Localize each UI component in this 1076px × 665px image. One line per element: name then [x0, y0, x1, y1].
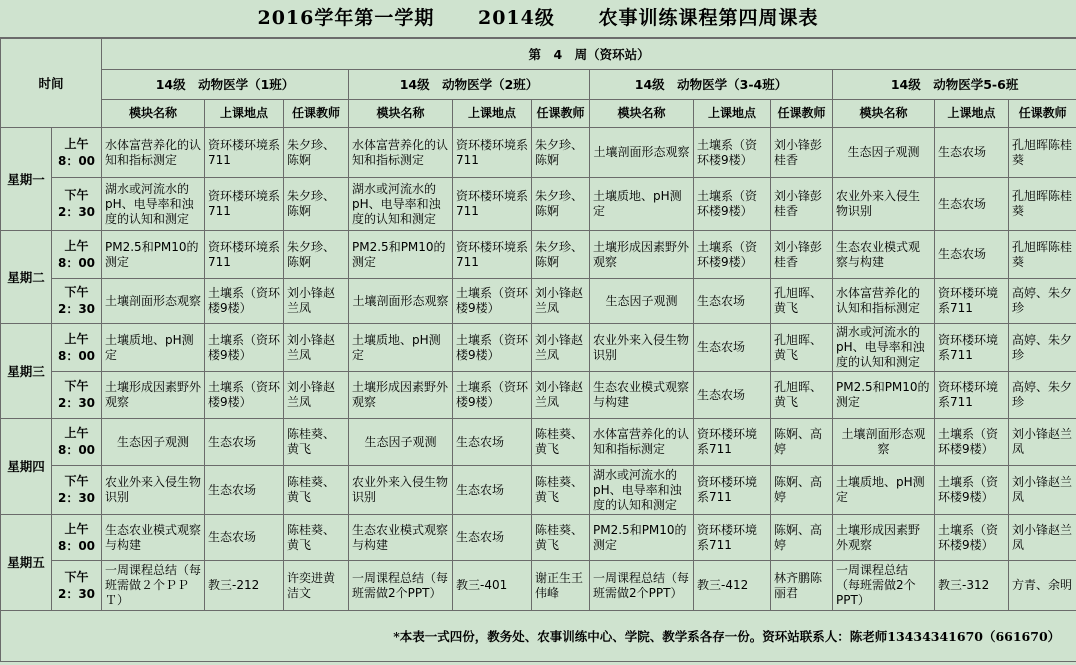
footer-note: *本表一式四份，教务处、农事训练中心、学院、教学系各存一份。资环站联系人：陈老师13434341670（661670）: [1, 611, 1076, 662]
day-label: 星期五: [1, 515, 52, 611]
module-name-cell: 土壤形成因素野外观察: [833, 515, 935, 561]
period-label: 上午: [64, 136, 89, 151]
module-name-cell: 湖水或河流水的pH、电导率和浊度的认知和测定: [590, 466, 694, 515]
location-cell: 资环楼环境系711: [453, 128, 532, 178]
location-cell: 生态农场: [694, 372, 771, 419]
location-cell: 资环楼环境系711: [935, 324, 1009, 372]
module-name-cell: 农业外来入侵生物识别: [349, 466, 453, 515]
module-name-cell: 土壤质地、pH测定: [102, 324, 205, 372]
time-slot: [52, 324, 102, 372]
location-cell: 生态农场: [453, 515, 532, 561]
column-header-module: 模块名称: [102, 100, 205, 128]
column-header-location: 上课地点: [935, 100, 1009, 128]
start-time: 2：30: [57, 205, 96, 219]
teacher-cell: 陈桂葵、黄飞: [284, 466, 349, 515]
page-title: [0, 0, 1076, 38]
location-cell: 资环楼环境系711: [694, 419, 771, 466]
week-header: 第 4 周（资环站）: [102, 39, 1076, 70]
time-slot: [52, 515, 102, 561]
module-name-cell: 一周课程总结（每班需做2个PPT）: [349, 561, 453, 611]
location-cell: 教三-412: [694, 561, 771, 611]
location-cell: 土壤系（资环楼9楼）: [453, 279, 532, 324]
module-name-cell: 生态因子观测: [349, 419, 453, 466]
teacher-cell: 陈桂葵、黄飞: [532, 515, 590, 561]
module-name-cell: 生态农业模式观察与构建: [102, 515, 205, 561]
class-header: 14级 动物医学（2班）: [349, 70, 590, 100]
location-cell: 土壤系（资环楼9楼）: [694, 178, 771, 231]
teacher-cell: 朱夕珍、陈婀: [532, 128, 590, 178]
teacher-cell: 陈桂葵、黄飞: [532, 466, 590, 515]
period-label: 下午: [64, 569, 89, 584]
time-header: 时间: [1, 39, 102, 128]
column-header-module: 模块名称: [349, 100, 453, 128]
location-cell: 生态农场: [205, 419, 284, 466]
module-name-cell: 农业外来入侵生物识别: [102, 466, 205, 515]
teacher-cell: 刘小锋彭桂香: [771, 231, 833, 279]
teacher-cell: 陈婀、高婷: [771, 515, 833, 561]
schedule-table: [0, 38, 1076, 662]
location-cell: 生态农场: [935, 178, 1009, 231]
column-header-module: 模块名称: [833, 100, 935, 128]
time-slot: [52, 419, 102, 466]
location-cell: 资环楼环境系711: [694, 515, 771, 561]
module-name-cell: PM2.5和PM10的测定: [102, 231, 205, 279]
module-name-cell: 水体富营养化的认知和指标测定: [349, 128, 453, 178]
module-name-cell: 农业外来入侵生物识别: [590, 324, 694, 372]
teacher-cell: 陈婀、高婷: [771, 466, 833, 515]
teacher-cell: 高婷、朱夕珍: [1009, 279, 1076, 324]
module-name-cell: 水体富营养化的认知和指标测定: [590, 419, 694, 466]
time-slot: [52, 128, 102, 178]
table-row: [1, 178, 1076, 231]
column-header-location: 上课地点: [694, 100, 771, 128]
module-name-cell: 土壤剖面形态观察: [349, 279, 453, 324]
location-cell: 土壤系（资环楼9楼）: [205, 372, 284, 419]
time-slot: [52, 466, 102, 515]
location-cell: 教三-212: [205, 561, 284, 611]
location-cell: 资环楼环境系711: [935, 279, 1009, 324]
teacher-cell: 朱夕珍、陈婀: [284, 128, 349, 178]
title-semester: 2016学年第一学期: [257, 7, 435, 29]
teacher-cell: 刘小锋赵兰凤: [284, 324, 349, 372]
teacher-cell: 高婷、朱夕珍: [1009, 324, 1076, 372]
class-header: 14级 动物医学5-6班: [833, 70, 1076, 100]
start-time: 2：30: [57, 396, 96, 410]
table-row: [1, 372, 1076, 419]
time-slot: [52, 372, 102, 419]
module-name-cell: 生态因子观测: [833, 128, 935, 178]
table-row: [1, 561, 1076, 611]
teacher-cell: 许奕进黄洁文: [284, 561, 349, 611]
teacher-cell: 朱夕珍、陈婀: [284, 178, 349, 231]
module-name-cell: 土壤剖面形态观察: [590, 128, 694, 178]
teacher-cell: 刘小锋彭桂香: [771, 178, 833, 231]
module-name-cell: 生态农业模式观察与构建: [590, 372, 694, 419]
teacher-cell: 刘小锋赵兰凤: [532, 279, 590, 324]
period-label: 上午: [64, 238, 89, 253]
class-header: 14级 动物医学（1班）: [102, 70, 349, 100]
table-row: [1, 466, 1076, 515]
location-cell: 生态农场: [453, 419, 532, 466]
module-name-cell: 一周课程总结（每班需做2个PPT）: [833, 561, 935, 611]
teacher-cell: 刘小锋赵兰凤: [532, 324, 590, 372]
table-row: [1, 231, 1076, 279]
module-name-cell: 土壤剖面形态观察: [102, 279, 205, 324]
time-slot: [52, 231, 102, 279]
location-cell: 土壤系（资环楼9楼）: [935, 419, 1009, 466]
module-name-cell: 土壤质地、pH测定: [349, 324, 453, 372]
period-label: 下午: [64, 474, 89, 488]
day-label: 星期三: [1, 324, 52, 419]
module-name-cell: 一周课程总结（每班需做２个ＰＰＴ）: [102, 561, 205, 611]
column-header-teacher: 任课教师: [1009, 100, 1076, 128]
location-cell: 生态农场: [205, 515, 284, 561]
start-time: 8：00: [57, 538, 96, 553]
module-name-cell: PM2.5和PM10的测定: [833, 372, 935, 419]
teacher-cell: 孔旭晖陈桂葵: [1009, 128, 1076, 178]
module-name-cell: 土壤质地、pH测定: [833, 466, 935, 515]
column-header-location: 上课地点: [453, 100, 532, 128]
module-name-cell: 土壤形成因素野外观察: [102, 372, 205, 419]
table-row: [1, 515, 1076, 561]
column-header-teacher: 任课教师: [284, 100, 349, 128]
table-row: [1, 419, 1076, 466]
module-name-cell: PM2.5和PM10的测定: [349, 231, 453, 279]
module-name-cell: 土壤质地、pH测定: [590, 178, 694, 231]
teacher-cell: 谢正生王伟峰: [532, 561, 590, 611]
location-cell: 土壤系（资环楼9楼）: [205, 324, 284, 372]
module-name-cell: 土壤剖面形态观察: [833, 419, 935, 466]
table-row: [1, 279, 1076, 324]
module-name-cell: 生态因子观测: [102, 419, 205, 466]
period-label: 下午: [64, 188, 89, 202]
location-cell: 生态农场: [935, 128, 1009, 178]
column-header-module: 模块名称: [590, 100, 694, 128]
teacher-cell: 高婷、朱夕珍: [1009, 372, 1076, 419]
location-cell: 资环楼环境系711: [205, 178, 284, 231]
module-name-cell: 农业外来入侵生物识别: [833, 178, 935, 231]
location-cell: 资环楼环境系711: [453, 231, 532, 279]
teacher-cell: 孔旭晖陈桂葵: [1009, 231, 1076, 279]
location-cell: 生态农场: [205, 466, 284, 515]
module-name-cell: 湖水或河流水的pH、电导率和浊度的认知和测定: [102, 178, 205, 231]
teacher-cell: 刘小锋赵兰凤: [284, 372, 349, 419]
module-name-cell: 一周课程总结（每班需做2个PPT）: [590, 561, 694, 611]
period-label: 下午: [64, 379, 89, 393]
teacher-cell: 刘小锋彭桂香: [771, 128, 833, 178]
table-row: [1, 324, 1076, 372]
start-time: 8：00: [57, 153, 96, 168]
day-label: 星期一: [1, 128, 52, 231]
location-cell: 资环楼环境系711: [453, 178, 532, 231]
teacher-cell: 陈桂葵、黄飞: [284, 419, 349, 466]
module-name-cell: PM2.5和PM10的测定: [590, 515, 694, 561]
teacher-cell: 刘小锋赵兰凤: [1009, 515, 1076, 561]
teacher-cell: 陈桂葵、黄飞: [532, 419, 590, 466]
location-cell: 资环楼环境系711: [935, 372, 1009, 419]
period-label: 上午: [64, 426, 89, 440]
start-time: 2：30: [57, 586, 96, 601]
teacher-cell: 林齐鹏陈丽君: [771, 561, 833, 611]
teacher-cell: 孔旭晖、黄飞: [771, 324, 833, 372]
day-label: 星期二: [1, 231, 52, 324]
location-cell: 生态农场: [935, 231, 1009, 279]
period-label: 上午: [64, 521, 89, 536]
module-name-cell: 生态农业模式观察与构建: [833, 231, 935, 279]
location-cell: 生态农场: [453, 466, 532, 515]
teacher-cell: 孔旭晖陈桂葵: [1009, 178, 1076, 231]
title-course: 农事训练课程第四周课表: [598, 7, 819, 29]
day-label: 星期四: [1, 419, 52, 515]
module-name-cell: 水体富营养化的认知和指标测定: [102, 128, 205, 178]
module-name-cell: 生态农业模式观察与构建: [349, 515, 453, 561]
teacher-cell: 刘小锋赵兰凤: [284, 279, 349, 324]
location-cell: 土壤系（资环楼9楼）: [453, 372, 532, 419]
location-cell: 土壤系（资环楼9楼）: [694, 231, 771, 279]
title-grade: 2014级: [477, 7, 555, 29]
column-header-location: 上课地点: [205, 100, 284, 128]
time-slot: [52, 178, 102, 231]
teacher-cell: 刘小锋赵兰凤: [1009, 419, 1076, 466]
start-time: 8：00: [57, 255, 96, 270]
module-name-cell: 土壤形成因素野外观察: [590, 231, 694, 279]
module-name-cell: 土壤形成因素野外观察: [349, 372, 453, 419]
location-cell: 教三-401: [453, 561, 532, 611]
teacher-cell: 刘小锋赵兰凤: [532, 372, 590, 419]
location-cell: 土壤系（资环楼9楼）: [935, 515, 1009, 561]
module-name-cell: 湖水或河流水的pH、电导率和浊度的认知和测定: [349, 178, 453, 231]
location-cell: 土壤系（资环楼9楼）: [205, 279, 284, 324]
class-header: 14级 动物医学（3-4班）: [590, 70, 833, 100]
location-cell: 资环楼环境系711: [205, 231, 284, 279]
start-time: 8：00: [57, 348, 96, 363]
module-name-cell: 水体富营养化的认知和指标测定: [833, 279, 935, 324]
location-cell: 土壤系（资环楼9楼）: [935, 466, 1009, 515]
location-cell: 生态农场: [694, 324, 771, 372]
teacher-cell: 孔旭晖、黄飞: [771, 279, 833, 324]
module-name-cell: 生态因子观测: [590, 279, 694, 324]
teacher-cell: 陈桂葵、黄飞: [284, 515, 349, 561]
teacher-cell: 朱夕珍、陈婀: [532, 178, 590, 231]
teacher-cell: 陈婀、高婷: [771, 419, 833, 466]
start-time: 8：00: [57, 443, 96, 457]
location-cell: 土壤系（资环楼9楼）: [694, 128, 771, 178]
teacher-cell: 方青、余明: [1009, 561, 1076, 611]
column-header-teacher: 任课教师: [532, 100, 590, 128]
column-header-teacher: 任课教师: [771, 100, 833, 128]
period-label: 下午: [64, 285, 89, 299]
module-name-cell: 湖水或河流水的pH、电导率和浊度的认知和测定: [833, 324, 935, 372]
period-label: 上午: [64, 331, 89, 346]
location-cell: 资环楼环境系711: [205, 128, 284, 178]
teacher-cell: 刘小锋赵兰凤: [1009, 466, 1076, 515]
time-slot: [52, 561, 102, 611]
time-slot: [52, 279, 102, 324]
teacher-cell: 孔旭晖、黄飞: [771, 372, 833, 419]
location-cell: 土壤系（资环楼9楼）: [453, 324, 532, 372]
teacher-cell: 朱夕珍、陈婀: [284, 231, 349, 279]
teacher-cell: 朱夕珍、陈婀: [532, 231, 590, 279]
location-cell: 生态农场: [694, 279, 771, 324]
table-row: [1, 128, 1076, 178]
start-time: 2：30: [57, 302, 96, 316]
location-cell: 教三-312: [935, 561, 1009, 611]
start-time: 2：30: [57, 491, 96, 505]
location-cell: 资环楼环境系711: [694, 466, 771, 515]
